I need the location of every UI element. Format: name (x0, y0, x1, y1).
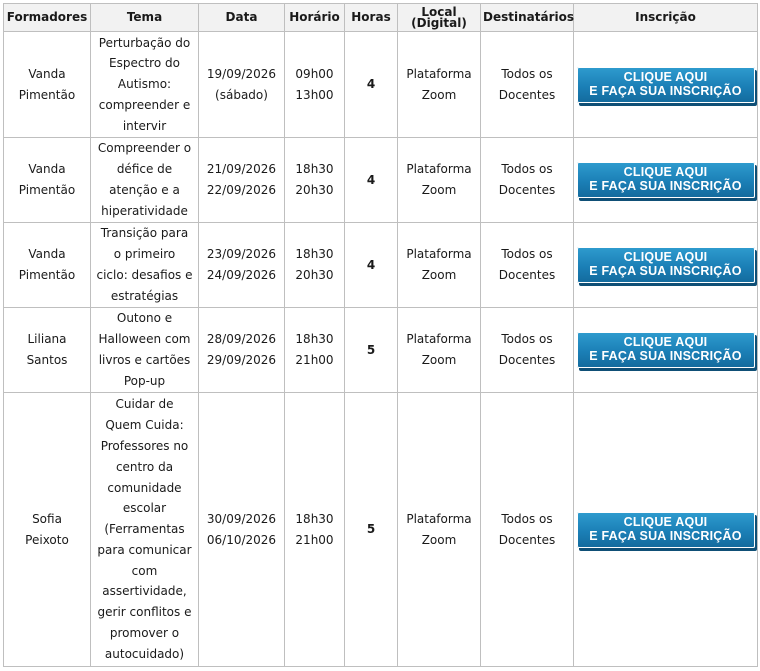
cell-destinatarios-line: Docentes (498, 183, 556, 197)
cell-tema-line: Quem Cuida: (105, 418, 184, 433)
cell-destinatarios-line: Todos os (501, 162, 553, 177)
cell-tema-line: Outono e (116, 311, 173, 326)
cell-tema-line: Cuidar de (115, 397, 174, 412)
cell-tema (91, 393, 199, 667)
cell-formador (4, 32, 91, 138)
cell-horario (285, 138, 345, 223)
cell-local (398, 32, 481, 138)
cell-tema (91, 308, 199, 393)
table-row (4, 32, 758, 138)
table-row (4, 138, 758, 223)
header-local-line2: (Digital) (411, 15, 467, 30)
header-local (398, 4, 481, 32)
cell-data (199, 223, 285, 308)
register-button-line1: CLIQUE AQUI (623, 514, 708, 529)
cell-horas: 5 (345, 308, 398, 393)
cell-formador-line: Pimentão (18, 183, 76, 197)
cell-tema-line: promover o (109, 626, 180, 641)
cell-data (199, 393, 285, 667)
cell-local (398, 393, 481, 667)
cell-destinatarios-line: Docentes (498, 268, 556, 282)
cell-data-line: 23/09/2026 (206, 247, 277, 262)
cell-data-line: 22/09/2026 (206, 183, 277, 197)
cell-local-line: Plataforma (406, 511, 472, 526)
cell-formador-line: Liliana (27, 332, 67, 347)
cell-horario (285, 308, 345, 393)
header-inscricao: Inscrição (574, 4, 758, 32)
cell-data (199, 138, 285, 223)
cell-destinatarios (481, 138, 574, 223)
cell-inscricao (574, 308, 758, 393)
cell-data-line: 30/09/2026 (206, 511, 277, 526)
cell-destinatarios-line: Todos os (501, 247, 553, 262)
cell-local-line: Zoom (421, 183, 457, 197)
cell-formador-line: Vanda (28, 162, 66, 177)
cell-horas: 4 (345, 138, 398, 223)
cell-tema-line: Espectro do (109, 56, 180, 71)
training-schedule-table (3, 3, 758, 667)
cell-data (199, 32, 285, 138)
cell-inscricao (574, 138, 758, 223)
cell-tema-line: Professores no (100, 438, 189, 453)
cell-local-line: Plataforma (406, 162, 472, 177)
cell-horario-line: 18h30 (295, 332, 334, 347)
cell-data (199, 308, 285, 393)
cell-tema-line: assertividade, (102, 584, 187, 599)
cell-data-line: 29/09/2026 (206, 353, 277, 367)
cell-tema-line: (Ferramentas (104, 522, 185, 537)
register-button-line2: E FAÇA SUA INSCRIÇÃO (589, 179, 742, 193)
register-button-line2: E FAÇA SUA INSCRIÇÃO (589, 528, 742, 543)
header-data: Data (199, 4, 285, 32)
header-horario: Horário (285, 4, 345, 32)
header-local-line1: Local (421, 4, 457, 19)
cell-tema-line: Halloween com (98, 332, 191, 347)
register-button[interactable] (577, 162, 755, 198)
cell-tema-line: ciclo: desafios e (96, 268, 193, 282)
cell-inscricao (574, 393, 758, 667)
cell-horas: 4 (345, 32, 398, 138)
cell-horario-line: 13h00 (295, 87, 334, 102)
cell-tema-line: compreender e (98, 97, 191, 112)
cell-destinatarios-line: Docentes (498, 87, 556, 102)
register-button-line1: CLIQUE AQUI (623, 69, 708, 84)
cell-formador (4, 393, 91, 667)
cell-destinatarios-line: Docentes (498, 353, 556, 367)
cell-tema-line: Perturbação do (98, 35, 191, 50)
cell-tema-line: Autismo: (117, 77, 172, 92)
cell-horario-line: 20h30 (295, 183, 334, 197)
cell-local-line: Zoom (421, 87, 457, 102)
cell-horario-line: 18h30 (295, 511, 334, 526)
cell-formador-line: Sofia (32, 511, 62, 526)
cell-formador-line: Vanda (28, 247, 66, 262)
cell-tema-line: hiperatividade (101, 203, 188, 218)
cell-tema-line: livros e cartões (98, 353, 191, 367)
cell-formador (4, 138, 91, 223)
cell-destinatarios (481, 32, 574, 138)
cell-data-line: 19/09/2026 (206, 66, 277, 81)
cell-destinatarios-line: Docentes (498, 532, 556, 547)
register-button[interactable] (577, 332, 755, 368)
cell-formador-line: Santos (26, 353, 68, 367)
cell-tema-line: para comunicar (97, 542, 192, 557)
cell-destinatarios-line: Todos os (501, 66, 553, 81)
register-button[interactable] (577, 512, 755, 548)
cell-horario-line: 20h30 (295, 268, 334, 282)
cell-data-line: 21/09/2026 (206, 162, 277, 177)
register-button-line2: E FAÇA SUA INSCRIÇÃO (589, 83, 742, 98)
cell-local (398, 138, 481, 223)
cell-horario-line: 21h00 (295, 532, 334, 547)
table-row (4, 223, 758, 308)
cell-horas: 4 (345, 223, 398, 308)
register-button-line2: E FAÇA SUA INSCRIÇÃO (589, 349, 742, 363)
cell-data-line: 06/10/2026 (206, 532, 277, 547)
cell-destinatarios-line: Todos os (501, 511, 553, 526)
cell-formador (4, 308, 91, 393)
header-destinatarios: Destinatários (481, 4, 574, 32)
cell-tema-line: intervir (122, 118, 167, 133)
cell-tema (91, 223, 199, 308)
table-header-row (4, 4, 758, 32)
cell-tema-line: autocuidado) (104, 646, 185, 661)
cell-inscricao (574, 32, 758, 138)
cell-local (398, 223, 481, 308)
cell-horario-line: 18h30 (295, 247, 334, 262)
cell-tema-line: comunidade (107, 480, 182, 495)
cell-local-line: Plataforma (406, 332, 472, 347)
cell-local-line: Zoom (421, 268, 457, 282)
cell-local-line: Plataforma (406, 66, 472, 81)
cell-tema-line: Transição para (100, 226, 189, 241)
register-button-line1: CLIQUE AQUI (623, 250, 708, 264)
cell-tema (91, 32, 199, 138)
header-horas: Horas (345, 4, 398, 32)
cell-local-line: Plataforma (406, 247, 472, 262)
cell-formador (4, 223, 91, 308)
cell-tema (91, 138, 199, 223)
cell-tema-line: o primeiro (113, 247, 176, 262)
cell-horario (285, 393, 345, 667)
register-button-line2: E FAÇA SUA INSCRIÇÃO (589, 264, 742, 278)
cell-destinatarios (481, 223, 574, 308)
cell-horario (285, 223, 345, 308)
header-formadores: Formadores (4, 4, 91, 32)
cell-tema-line: atenção e a (109, 183, 180, 197)
cell-tema-line: estratégias (110, 288, 179, 303)
cell-local-line: Zoom (421, 353, 457, 367)
cell-formador-line: Vanda (28, 66, 66, 81)
cell-formador-line: Pimentão (18, 87, 76, 102)
cell-destinatarios (481, 393, 574, 667)
register-button-line1: CLIQUE AQUI (623, 335, 708, 349)
cell-local-line: Zoom (421, 532, 457, 547)
cell-data-line: 28/09/2026 (206, 332, 277, 347)
table-row (4, 393, 758, 667)
register-button[interactable] (577, 67, 755, 103)
cell-horario-line: 21h00 (295, 353, 334, 367)
cell-tema-line: Compreender o (97, 141, 192, 156)
cell-data-line: 24/09/2026 (206, 268, 277, 282)
cell-horas: 5 (345, 393, 398, 667)
cell-destinatarios (481, 308, 574, 393)
register-button[interactable] (577, 247, 755, 283)
header-tema: Tema (91, 4, 199, 32)
table-row (4, 308, 758, 393)
cell-horario-line: 18h30 (295, 162, 334, 177)
cell-inscricao (574, 223, 758, 308)
cell-horario (285, 32, 345, 138)
cell-formador-line: Pimentão (18, 268, 76, 282)
cell-tema-line: centro da (115, 459, 174, 474)
cell-tema-line: escolar (122, 501, 167, 516)
cell-tema-line: gerir conflitos e (97, 605, 192, 620)
cell-destinatarios-line: Todos os (501, 332, 553, 347)
cell-horario-line: 09h00 (295, 66, 334, 81)
cell-tema-line: com (131, 563, 158, 578)
cell-data-line: (sábado) (215, 87, 268, 102)
cell-local (398, 308, 481, 393)
cell-formador-line: Peixoto (25, 532, 69, 547)
cell-tema-line: défice de (116, 162, 173, 177)
cell-tema-line: Pop-up (123, 373, 166, 388)
register-button-line1: CLIQUE AQUI (623, 165, 708, 179)
